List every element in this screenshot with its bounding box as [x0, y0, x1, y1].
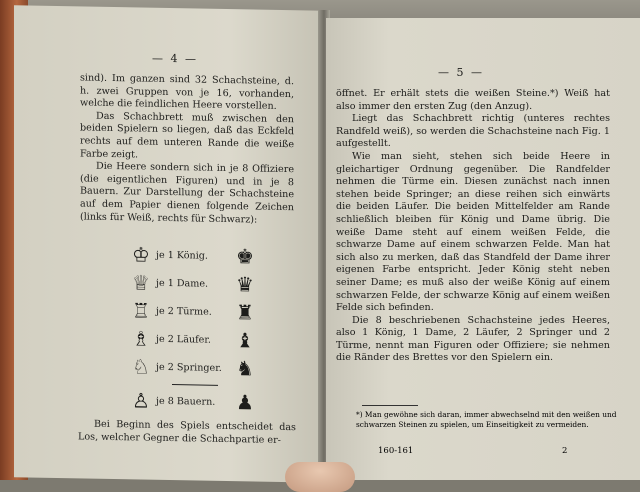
white-pawn-icon: ♙ — [132, 388, 150, 413]
piece-label: je 8 Bauern. — [156, 395, 216, 408]
paragraph: Wie man sieht, stehen sich beide Heere in gleichartiger Ordnung gegenüber. Die Randfelder nehmen die Türme ein. Diesen zunächst nach innen stehen beide Springer; an diese reihen sich einwärts die beiden Läufer. Die beiden Mittelfelder am Rande schließlich bleiben für König und Dame übrig. Die weiße Dame steht auf einem weißen Felde, die schwarze Dame auf einem schwarzen Felde. Man hat sich also zu merken, daß das Standfeld der Dame ihrer eigenen Farbe entspricht. Jeder König steht neben seiner Dame; es muß also der weiße König auf einem schwarzen Felde, der schwarze König auf einem weißen Felde sich befinden. — [336, 150, 610, 314]
black-pawn-icon: ♟ — [236, 390, 254, 415]
left-page — [14, 5, 323, 482]
paragraph: Das Schachbrett muß zwischen den beiden Spielern so liegen, daß das Eckfeld rechts auf dem unteren Rande die weiße Farbe zeigt. — [80, 110, 294, 161]
piece-label: je 1 Dame. — [156, 277, 209, 290]
piece-row-pawn — [132, 389, 272, 417]
piece-label: je 2 Türme. — [156, 305, 212, 318]
white-king-icon: ♔ — [132, 242, 150, 267]
divider — [172, 384, 218, 386]
black-rook-icon: ♜ — [236, 300, 254, 325]
piece-label: je 2 Springer. — [156, 361, 222, 374]
piece-row-bishop — [132, 327, 272, 355]
page-number: — 4 — — [152, 51, 198, 66]
piece-row-queen — [132, 271, 272, 299]
white-knight-icon: ♘ — [132, 354, 150, 379]
thumb — [285, 462, 355, 492]
piece-row-king — [132, 243, 272, 271]
black-bishop-icon: ♝ — [236, 328, 254, 353]
signature-number: 2 — [562, 446, 568, 456]
footnote-rule — [362, 405, 418, 406]
left-bottom-text: Bei Beginn des Spiels entscheidet das Los, welcher Gegner die Schachpartie er- — [78, 418, 296, 446]
right-text — [336, 88, 610, 365]
paragraph: öffnet. Er erhält stets die weißen Steine.*) Weiß hat also immer den ersten Zug (den Anzug). — [336, 88, 610, 112]
paragraph: Die Heere sondern sich in je 8 Offiziere (die eigentlichen Figuren) und in je 8 Bauern. Zur Darstellung der Schachsteine auf dem Papier dienen folgende Zeichen (links für Weiß, rechts für Schwarz): — [80, 160, 294, 226]
paragraph: Die 8 beschriebenen Schachsteine jedes Heeres, also 1 König, 1 Dame, 2 Läufer, 2 Springer und 2 Türme, nennt man Figuren oder Offiziere; sie nehmen die Ränder des Brettes vor den Spielern ein. — [336, 314, 610, 364]
black-queen-icon: ♛ — [236, 272, 254, 297]
paragraph: Liegt das Schachbrett richtig (unteres rechtes Randfeld weiß), so werden die Schachsteine nach Fig. 1 aufgestellt. — [336, 113, 610, 150]
piece-row-knight — [132, 355, 272, 383]
signature-mark: 160-161 — [378, 446, 414, 456]
left-top-text — [80, 72, 294, 227]
piece-row-rook — [132, 299, 272, 327]
footnote: *) Man gewöhne sich daran, immer abwechselnd mit den weißen und schwarzen Steinen zu spielen, um Einseitigkeit zu vermeiden. — [356, 410, 617, 429]
paragraph: sind). Im ganzen sind 32 Schachsteine, d. h. zwei Gruppen von je 16, vorhanden, welche die feindlichen Heere vorstellen. — [80, 72, 294, 113]
black-knight-icon: ♞ — [236, 356, 254, 381]
black-king-icon: ♚ — [236, 244, 254, 269]
white-rook-icon: ♖ — [132, 298, 150, 323]
white-queen-icon: ♕ — [132, 270, 150, 295]
white-bishop-icon: ♗ — [132, 326, 150, 351]
piece-label: je 2 Läufer. — [156, 333, 211, 346]
page-number: — 5 — — [438, 66, 484, 79]
piece-label: je 1 König. — [156, 249, 208, 262]
